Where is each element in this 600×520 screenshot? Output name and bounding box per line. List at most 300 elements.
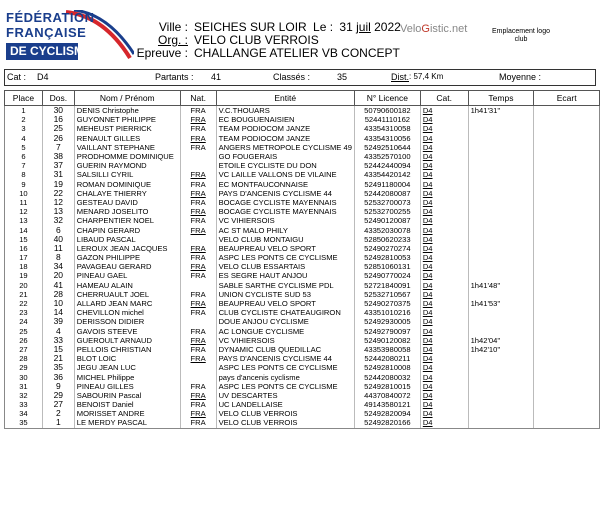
club-cell: EC MONTFAUCONNAISE bbox=[216, 180, 354, 189]
licence-cell: 52490120087 bbox=[354, 216, 420, 225]
time-cell bbox=[468, 308, 534, 317]
licence-cell: 43352030078 bbox=[354, 225, 420, 234]
licence-cell: 52492810008 bbox=[354, 363, 420, 372]
table-row bbox=[5, 189, 600, 198]
bib-cell: 22 bbox=[42, 189, 74, 198]
place-cell: 24 bbox=[5, 317, 43, 326]
ville-value bbox=[194, 20, 401, 34]
classes-value: 35 bbox=[337, 72, 348, 82]
name-cell: GUERIN RAYMOND bbox=[74, 161, 180, 170]
licence-cell: 52442440094 bbox=[354, 161, 420, 170]
name-cell: PELLOIS CHRISTIAN bbox=[74, 345, 180, 354]
place-cell: 23 bbox=[5, 308, 43, 317]
bib-cell: 28 bbox=[42, 290, 74, 299]
gap-cell bbox=[534, 225, 600, 234]
place-cell: 17 bbox=[5, 253, 43, 262]
club-cell: UNION CYCLISTE SUD 53 bbox=[216, 290, 354, 299]
gap-cell bbox=[534, 336, 600, 345]
club-cell: ASPC LES PONTS CE CYCLISME bbox=[216, 363, 354, 372]
time-cell bbox=[468, 161, 534, 170]
time-cell bbox=[468, 317, 534, 326]
nat-cell: FRA bbox=[180, 207, 216, 216]
place-cell: 18 bbox=[5, 262, 43, 271]
place-cell: 22 bbox=[5, 299, 43, 308]
race-info-bar bbox=[4, 69, 596, 86]
time-cell bbox=[468, 180, 534, 189]
category-cell: D4 bbox=[420, 170, 468, 179]
licence-cell: 52441110162 bbox=[354, 115, 420, 124]
name-cell: PAVAGEAU GERARD bbox=[74, 262, 180, 271]
category-cell: D4 bbox=[420, 363, 468, 372]
licence-cell: 52491180004 bbox=[354, 180, 420, 189]
dist-value: : 57,4 Km bbox=[409, 72, 444, 81]
place-cell: 5 bbox=[5, 143, 43, 152]
epreuve-label: Epreuve : bbox=[136, 46, 188, 60]
club-cell: TEAM PODIOCOM JANZE bbox=[216, 134, 354, 143]
licence-cell: 52492930005 bbox=[354, 317, 420, 326]
name-cell: MENARD JOSELITO bbox=[74, 207, 180, 216]
gap-cell bbox=[534, 299, 600, 308]
gap-cell bbox=[534, 409, 600, 418]
bib-cell: 34 bbox=[42, 262, 74, 271]
place-cell: 27 bbox=[5, 345, 43, 354]
table-row bbox=[5, 152, 600, 161]
bib-cell: 15 bbox=[42, 345, 74, 354]
name-cell: LIBAUD PASCAL bbox=[74, 235, 180, 244]
gap-cell bbox=[534, 106, 600, 116]
category-cell: D4 bbox=[420, 216, 468, 225]
club-cell: VC VIHIERSOIS bbox=[216, 216, 354, 225]
table-row bbox=[5, 327, 600, 336]
table-row bbox=[5, 180, 600, 189]
category-cell: D4 bbox=[420, 345, 468, 354]
date-label: Le : bbox=[313, 20, 334, 34]
name-cell: DERISSON DIDIER bbox=[74, 317, 180, 326]
time-cell bbox=[468, 216, 534, 225]
club-cell: DOUE ANJOU CYCLISME bbox=[216, 317, 354, 326]
bib-cell: 27 bbox=[42, 400, 74, 409]
time-cell bbox=[468, 244, 534, 253]
name-cell: GESTEAU DAVID bbox=[74, 198, 180, 207]
nat-cell: FRA bbox=[180, 262, 216, 271]
club-cell: VELO CLUB VERROIS bbox=[216, 418, 354, 428]
ville-text: SEICHES SUR LOIR bbox=[194, 20, 307, 34]
col-header: Ecart bbox=[534, 91, 600, 106]
licence-cell: 52492820166 bbox=[354, 418, 420, 428]
nat-cell: FRA bbox=[180, 115, 216, 124]
time-cell bbox=[468, 354, 534, 363]
time-cell bbox=[468, 143, 534, 152]
licence-cell: 52492810053 bbox=[354, 253, 420, 262]
gap-cell bbox=[534, 170, 600, 179]
time-cell bbox=[468, 400, 534, 409]
table-row bbox=[5, 400, 600, 409]
place-cell: 34 bbox=[5, 409, 43, 418]
category-cell: D4 bbox=[420, 281, 468, 290]
nat-cell: FRA bbox=[180, 134, 216, 143]
nat-cell bbox=[180, 152, 216, 161]
time-cell: 1h41'48'' bbox=[468, 281, 534, 290]
name-cell: ALLARD JEAN MARC bbox=[74, 299, 180, 308]
table-row bbox=[5, 336, 600, 345]
club-cell: ANGERS METROPOLE CYCLISME 49 bbox=[216, 143, 354, 152]
name-cell: PINEAU GAEL bbox=[74, 271, 180, 280]
bib-cell: 26 bbox=[42, 134, 74, 143]
club-cell: UV DESCARTES bbox=[216, 391, 354, 400]
gap-cell bbox=[534, 345, 600, 354]
time-cell bbox=[468, 189, 534, 198]
time-cell bbox=[468, 124, 534, 133]
bib-cell: 12 bbox=[42, 198, 74, 207]
col-header: Temps bbox=[468, 91, 534, 106]
club-cell: CLUB CYCLISTE CHATEAUGIRON bbox=[216, 308, 354, 317]
gap-cell bbox=[534, 189, 600, 198]
time-cell bbox=[468, 235, 534, 244]
table-row bbox=[5, 308, 600, 317]
licence-cell: 52851060131 bbox=[354, 262, 420, 271]
bib-cell: 13 bbox=[42, 207, 74, 216]
nat-cell: FRA bbox=[180, 253, 216, 262]
place-cell: 32 bbox=[5, 391, 43, 400]
gap-cell bbox=[534, 134, 600, 143]
place-cell: 29 bbox=[5, 363, 43, 372]
category-cell: D4 bbox=[420, 400, 468, 409]
place-cell: 6 bbox=[5, 152, 43, 161]
time-cell: 1h42'04'' bbox=[468, 336, 534, 345]
licence-cell: 52492510644 bbox=[354, 143, 420, 152]
nat-cell: FRA bbox=[180, 327, 216, 336]
licence-cell: 52490270274 bbox=[354, 244, 420, 253]
club-cell: ES SEGRE HAUT ANJOU bbox=[216, 271, 354, 280]
place-cell: 13 bbox=[5, 216, 43, 225]
time-cell bbox=[468, 134, 534, 143]
club-cell: BEAUPREAU VELO SPORT bbox=[216, 244, 354, 253]
time-cell bbox=[468, 115, 534, 124]
brand-text bbox=[400, 23, 467, 35]
category-cell: D4 bbox=[420, 235, 468, 244]
place-cell: 20 bbox=[5, 281, 43, 290]
time-cell bbox=[468, 271, 534, 280]
nat-cell: FRA bbox=[180, 170, 216, 179]
club-cell: V.C.THOUARS bbox=[216, 106, 354, 116]
name-cell: PRODHOMME DOMINIQUE bbox=[74, 152, 180, 161]
logo-club-placeholder: Emplacement logo club bbox=[492, 28, 550, 43]
bib-cell: 40 bbox=[42, 235, 74, 244]
licence-cell: 52490270375 bbox=[354, 299, 420, 308]
gap-cell bbox=[534, 216, 600, 225]
category-cell: D4 bbox=[420, 308, 468, 317]
table-row bbox=[5, 106, 600, 116]
category-cell: D4 bbox=[420, 225, 468, 234]
table-row bbox=[5, 363, 600, 372]
nat-cell: FRA bbox=[180, 418, 216, 428]
classes-label: Classés : bbox=[273, 72, 311, 82]
brand-part-b: G bbox=[421, 23, 430, 35]
nat-cell: FRA bbox=[180, 336, 216, 345]
table-row bbox=[5, 299, 600, 308]
club-cell: UC LANDELLAISE bbox=[216, 400, 354, 409]
club-cell: TEAM PODIOCOM JANZE bbox=[216, 124, 354, 133]
nat-cell: FRA bbox=[180, 400, 216, 409]
table-row bbox=[5, 115, 600, 124]
date-year: 2022 bbox=[374, 20, 401, 34]
nat-cell: FRA bbox=[180, 225, 216, 234]
nat-cell bbox=[180, 372, 216, 381]
nat-cell: FRA bbox=[180, 143, 216, 152]
org-label-text: Org. : bbox=[157, 33, 188, 47]
gap-cell bbox=[534, 143, 600, 152]
table-row bbox=[5, 317, 600, 326]
table-row bbox=[5, 170, 600, 179]
place-cell: 30 bbox=[5, 372, 43, 381]
bib-cell: 10 bbox=[42, 299, 74, 308]
name-cell: SABOURIN Pascal bbox=[74, 391, 180, 400]
name-cell: GUYONNET PHILIPPE bbox=[74, 115, 180, 124]
table-row bbox=[5, 143, 600, 152]
category-cell: D4 bbox=[420, 180, 468, 189]
club-cell: PAYS D'ANCENIS CYCLISME 44 bbox=[216, 354, 354, 363]
licence-cell: 52442080087 bbox=[354, 189, 420, 198]
licence-cell: 52492820094 bbox=[354, 409, 420, 418]
gap-cell bbox=[534, 372, 600, 381]
gap-cell bbox=[534, 207, 600, 216]
club-cell: VELO CLUB ESSARTAIS bbox=[216, 262, 354, 271]
col-header: N° Licence bbox=[354, 91, 420, 106]
nat-cell bbox=[180, 363, 216, 372]
epreuve-value: CHALLANGE ATELIER VB CONCEPT bbox=[194, 46, 400, 60]
name-cell: MEHEUST PIERRICK bbox=[74, 124, 180, 133]
category-cell: D4 bbox=[420, 115, 468, 124]
bib-cell: 7 bbox=[42, 143, 74, 152]
nat-cell: FRA bbox=[180, 299, 216, 308]
club-cell: PAYS D'ANCENIS CYCLISME 44 bbox=[216, 189, 354, 198]
col-header: Dos. bbox=[42, 91, 74, 106]
time-cell bbox=[468, 327, 534, 336]
bib-cell: 31 bbox=[42, 170, 74, 179]
col-header: Cat. bbox=[420, 91, 468, 106]
date-month: juil bbox=[356, 20, 371, 34]
category-cell: D4 bbox=[420, 207, 468, 216]
club-cell: BEAUPREAU VELO SPORT bbox=[216, 299, 354, 308]
table-row bbox=[5, 372, 600, 381]
gap-cell bbox=[534, 152, 600, 161]
club-cell: ASPC LES PONTS CE CYCLISME bbox=[216, 253, 354, 262]
name-cell: ROMAN DOMINIQUE bbox=[74, 180, 180, 189]
table-row bbox=[5, 225, 600, 234]
moyenne-label: Moyenne : bbox=[499, 72, 542, 82]
gap-cell bbox=[534, 124, 600, 133]
bib-cell: 6 bbox=[42, 225, 74, 234]
time-cell bbox=[468, 290, 534, 299]
place-cell: 26 bbox=[5, 336, 43, 345]
place-cell: 3 bbox=[5, 124, 43, 133]
nat-cell: FRA bbox=[180, 271, 216, 280]
name-cell: GAZON PHILIPPE bbox=[74, 253, 180, 262]
nat-cell: FRA bbox=[180, 382, 216, 391]
gap-cell bbox=[534, 327, 600, 336]
category-cell: D4 bbox=[420, 143, 468, 152]
nat-cell: FRA bbox=[180, 189, 216, 198]
time-cell: 1h41'31'' bbox=[468, 106, 534, 116]
place-cell: 15 bbox=[5, 235, 43, 244]
table-row bbox=[5, 198, 600, 207]
place-cell: 2 bbox=[5, 115, 43, 124]
table-row bbox=[5, 391, 600, 400]
time-cell bbox=[468, 363, 534, 372]
name-cell: MORISSET ANDRE bbox=[74, 409, 180, 418]
table-header-row bbox=[5, 91, 600, 106]
licence-cell: 52492790097 bbox=[354, 327, 420, 336]
category-cell: D4 bbox=[420, 290, 468, 299]
gap-cell bbox=[534, 317, 600, 326]
name-cell: CHEVILLON michel bbox=[74, 308, 180, 317]
name-cell: LEROUX JEAN JACQUES bbox=[74, 244, 180, 253]
category-cell: D4 bbox=[420, 418, 468, 428]
gap-cell bbox=[534, 418, 600, 428]
name-cell: GAVOIS STEEVE bbox=[74, 327, 180, 336]
club-cell: ETOILE CYCLISTE DU DON bbox=[216, 161, 354, 170]
nat-cell: FRA bbox=[180, 345, 216, 354]
category-cell: D4 bbox=[420, 372, 468, 381]
place-cell: 35 bbox=[5, 418, 43, 428]
club-cell: DYNAMIC CLUB QUEDILLAC bbox=[216, 345, 354, 354]
category-cell: D4 bbox=[420, 382, 468, 391]
table-row bbox=[5, 262, 600, 271]
place-cell: 8 bbox=[5, 170, 43, 179]
category-cell: D4 bbox=[420, 161, 468, 170]
bib-cell: 19 bbox=[42, 180, 74, 189]
time-cell: 1h42'10'' bbox=[468, 345, 534, 354]
time-cell bbox=[468, 152, 534, 161]
name-cell: CHARPENTIER NOEL bbox=[74, 216, 180, 225]
licence-cell: 43353980058 bbox=[354, 345, 420, 354]
category-cell: D4 bbox=[420, 336, 468, 345]
nat-cell: FRA bbox=[180, 106, 216, 116]
category-cell: D4 bbox=[420, 299, 468, 308]
brand-part-c: istic.net bbox=[429, 23, 468, 35]
gap-cell bbox=[534, 290, 600, 299]
ville-label: Ville : bbox=[158, 20, 188, 34]
col-header: Place bbox=[5, 91, 43, 106]
category-cell: D4 bbox=[420, 271, 468, 280]
name-cell: HAMEAU ALAIN bbox=[74, 281, 180, 290]
gap-cell bbox=[534, 363, 600, 372]
time-cell bbox=[468, 262, 534, 271]
place-cell: 1 bbox=[5, 106, 43, 116]
licence-cell: 52442080032 bbox=[354, 372, 420, 381]
nat-cell: FRA bbox=[180, 124, 216, 133]
table-row bbox=[5, 418, 600, 428]
name-cell: MICHEL Philippe bbox=[74, 372, 180, 381]
club-cell: ASPC LES PONTS CE CYCLISME bbox=[216, 382, 354, 391]
org-value: VELO CLUB VERROIS bbox=[194, 33, 319, 47]
category-cell: D4 bbox=[420, 317, 468, 326]
place-cell: 33 bbox=[5, 400, 43, 409]
licence-cell: 52532710567 bbox=[354, 290, 420, 299]
name-cell: CHALAYE THIERRY bbox=[74, 189, 180, 198]
table-row bbox=[5, 345, 600, 354]
gap-cell bbox=[534, 198, 600, 207]
logo-line-3: DE CYCLISME bbox=[10, 44, 93, 58]
table-row bbox=[5, 271, 600, 280]
place-cell: 7 bbox=[5, 161, 43, 170]
place-cell: 19 bbox=[5, 271, 43, 280]
licence-cell: 43351010216 bbox=[354, 308, 420, 317]
nat-cell: FRA bbox=[180, 391, 216, 400]
bib-cell: 32 bbox=[42, 216, 74, 225]
col-header: Entité bbox=[216, 91, 354, 106]
table-row bbox=[5, 409, 600, 418]
bib-cell: 33 bbox=[42, 336, 74, 345]
gap-cell bbox=[534, 161, 600, 170]
table-row bbox=[5, 216, 600, 225]
nat-cell: FRA bbox=[180, 244, 216, 253]
club-cell: SABLE SARTHE CYCLISME PDL bbox=[216, 281, 354, 290]
name-cell: DENIS Christophe bbox=[74, 106, 180, 116]
bib-cell: 36 bbox=[42, 372, 74, 381]
name-cell: GUEROULT ARNAUD bbox=[74, 336, 180, 345]
place-cell: 31 bbox=[5, 382, 43, 391]
nat-cell: FRA bbox=[180, 308, 216, 317]
table-row bbox=[5, 354, 600, 363]
nat-cell bbox=[180, 281, 216, 290]
category-cell: D4 bbox=[420, 106, 468, 116]
category-cell: D4 bbox=[420, 354, 468, 363]
category-cell: D4 bbox=[420, 134, 468, 143]
name-cell: PINEAU GILLES bbox=[74, 382, 180, 391]
name-cell: LE MERDY PASCAL bbox=[74, 418, 180, 428]
club-cell: EC BOUGUENAISIEN bbox=[216, 115, 354, 124]
bib-cell: 37 bbox=[42, 161, 74, 170]
licence-cell: 43354310058 bbox=[354, 124, 420, 133]
nat-cell bbox=[180, 161, 216, 170]
time-cell bbox=[468, 409, 534, 418]
category-cell: D4 bbox=[420, 244, 468, 253]
nat-cell bbox=[180, 235, 216, 244]
time-cell bbox=[468, 372, 534, 381]
licence-cell: 52490770024 bbox=[354, 271, 420, 280]
licence-cell: 52850620233 bbox=[354, 235, 420, 244]
gap-cell bbox=[534, 115, 600, 124]
nat-cell: FRA bbox=[180, 216, 216, 225]
category-cell: D4 bbox=[420, 262, 468, 271]
table-row bbox=[5, 124, 600, 133]
bib-cell: 21 bbox=[42, 354, 74, 363]
club-cell: AC LONGUE CYCLISME bbox=[216, 327, 354, 336]
name-cell: CHERRUAULT JOEL bbox=[74, 290, 180, 299]
table-row bbox=[5, 290, 600, 299]
gap-cell bbox=[534, 180, 600, 189]
table-row bbox=[5, 134, 600, 143]
category-cell: D4 bbox=[420, 198, 468, 207]
table-row bbox=[5, 382, 600, 391]
club-cell: GO FOUGERAIS bbox=[216, 152, 354, 161]
licence-cell: 52442080211 bbox=[354, 354, 420, 363]
bib-cell: 41 bbox=[42, 281, 74, 290]
col-header: Nom / Prénom bbox=[74, 91, 180, 106]
licence-cell: 49143580121 bbox=[354, 400, 420, 409]
cat-value: D4 bbox=[37, 72, 49, 82]
date-day: 31 bbox=[339, 20, 353, 34]
place-cell: 14 bbox=[5, 225, 43, 234]
bib-cell: 11 bbox=[42, 244, 74, 253]
time-cell bbox=[468, 170, 534, 179]
bib-cell: 9 bbox=[42, 382, 74, 391]
bib-cell: 20 bbox=[42, 271, 74, 280]
bib-cell: 8 bbox=[42, 253, 74, 262]
table-row bbox=[5, 235, 600, 244]
nat-cell: FRA bbox=[180, 198, 216, 207]
